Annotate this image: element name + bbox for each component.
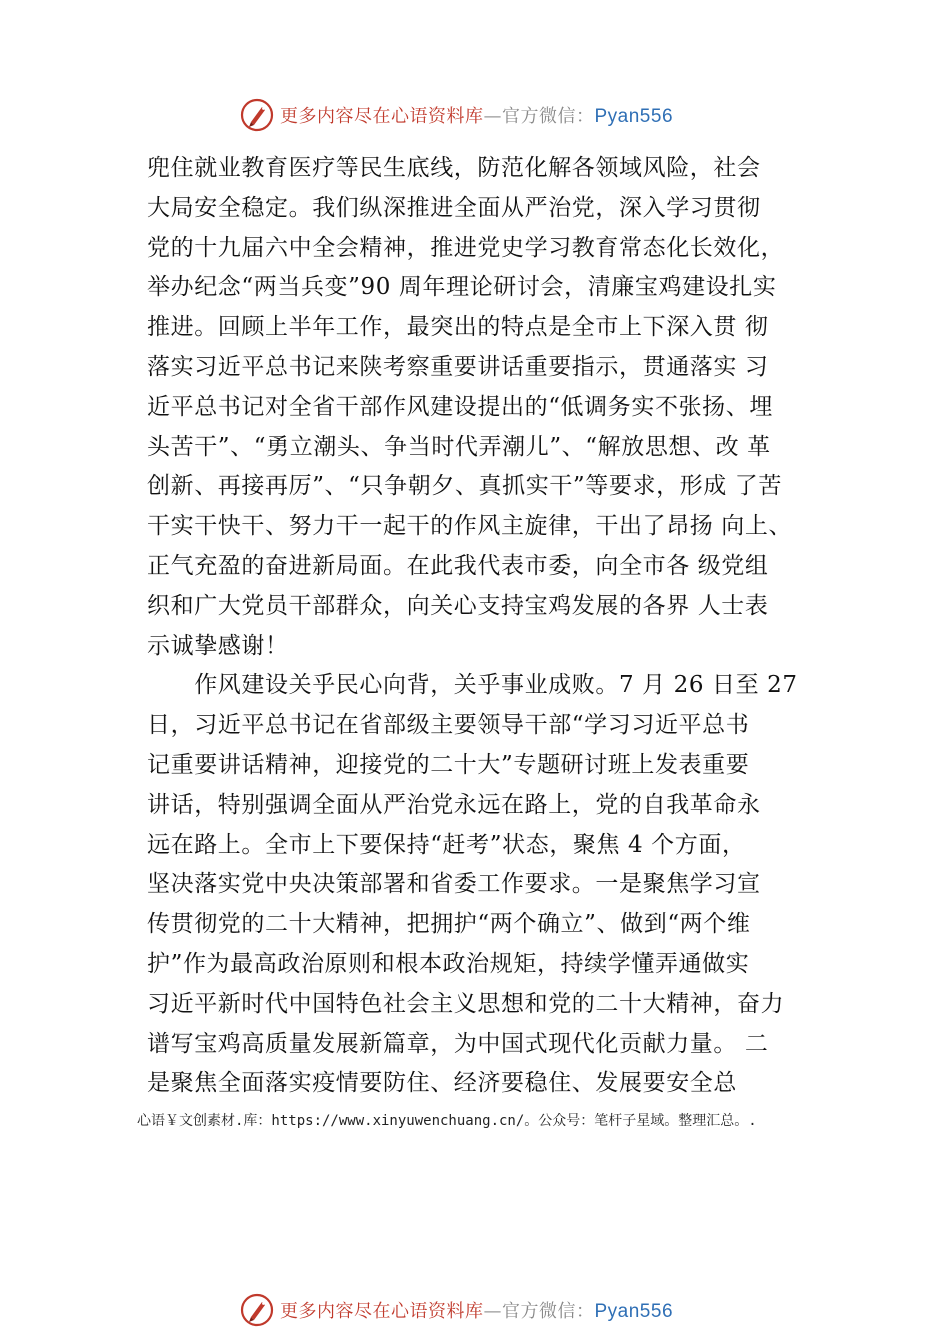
banner-site-name: 更多内容尽在心语资料库 — [280, 1301, 484, 1322]
pen-nib-logo-icon — [240, 98, 274, 132]
text-line: 举办纪念“两当兵变”90 周年理论研讨会，清廉宝鸡建设扎实 — [147, 274, 777, 301]
text-line: 正气充盈的奋进新局面。在此我代表市委，向全市各 级党组 — [147, 552, 769, 579]
text-line: 创新、再接再厉”、“只争朝夕、真抓实干”等要求，形成 了苦 — [147, 473, 782, 500]
banner-text — [280, 1297, 673, 1323]
text-line: 头苦干”、“勇立潮头、争当时代弄潮儿”、“解放思想、改 革 — [147, 433, 771, 460]
text-line: 兜住就业教育医疗等民生底线，防范化解各领域风险，社会 — [147, 155, 761, 181]
text-line: 大局安全稳定。我们纵深推进全面从严治党，深入学习贯彻 — [147, 194, 761, 221]
footer-note: 心语￥文创素材.库：https://www.xinyuwenchuang.cn/。公众号：笔杆子星域。整理汇总。. — [137, 1113, 757, 1129]
banner-wechat-label: 官方微信： — [502, 106, 595, 127]
header-banner — [240, 96, 760, 134]
banner-wechat-label: 官方微信： — [502, 1301, 595, 1322]
text-line: 谱写宝鸡高质量发展新篇章，为中国式现代化贡献力量。 二 — [147, 1030, 769, 1057]
text-line: 习近平新时代中国特色社会主义思想和党的二十大精神，奋力 — [147, 990, 785, 1017]
banner-wechat-id: Pyan556 — [594, 1301, 674, 1322]
document-body — [147, 149, 837, 1104]
text-line: 推进。回顾上半年工作，最突出的特点是全市上下深入贯 彻 — [147, 314, 769, 341]
pen-nib-logo-icon — [240, 1293, 274, 1327]
text-line: 作风建设关乎民心向背，关乎事业成败。7 月 26 日至 27 — [147, 672, 798, 699]
text-line: 日，习近平总书记在省部级主要领导干部“学习习近平总书 — [147, 712, 750, 739]
text-line: 落实习近平总书记来陕考察重要讲话重要指示，贯通落实 习 — [147, 353, 769, 380]
footer-banner — [240, 1291, 760, 1329]
text-line: 示诚挚感谢！ — [147, 632, 289, 659]
text-line: 讲话，特别强调全面从严治党永远在路上，党的自我革命永 — [147, 791, 761, 818]
text-line: 是聚焦全面落实疫情要防住、经济要稳住、发展要安全总 — [147, 1070, 737, 1097]
banner-wechat-id: Pyan556 — [594, 106, 674, 127]
text-line: 近平总书记对全省干部作风建设提出的“低调务实不张扬、埋 — [147, 393, 773, 420]
text-line: 党的十九届六中全会精神，推进党史学习教育常态化长效化， — [147, 234, 785, 261]
banner-dash: — — [483, 106, 502, 127]
text-line: 干实干快干、努力干一起干的作风主旋律，干出了昂扬 向上、 — [147, 513, 793, 540]
banner-text — [280, 102, 673, 128]
text-line: 护”作为最高政治原则和根本政治规矩，持续学懂弄通做实 — [147, 950, 750, 977]
text-line: 远在路上。全市上下要保持“赶考”状态，聚焦 4 个方面， — [147, 831, 746, 858]
banner-dash: — — [483, 1301, 502, 1322]
text-line: 传贯彻党的二十大精神，把拥护“两个确立”、做到“两个维 — [147, 911, 751, 938]
banner-site-name: 更多内容尽在心语资料库 — [280, 106, 484, 127]
text-line: 坚决落实党中央决策部署和省委工作要求。一是聚焦学习宣 — [147, 871, 761, 898]
text-line: 记重要讲话精神，迎接党的二十大”专题研讨班上发表重要 — [147, 751, 750, 778]
text-line: 织和广大党员干部群众，向关心支持宝鸡发展的各界 人士表 — [147, 592, 769, 619]
